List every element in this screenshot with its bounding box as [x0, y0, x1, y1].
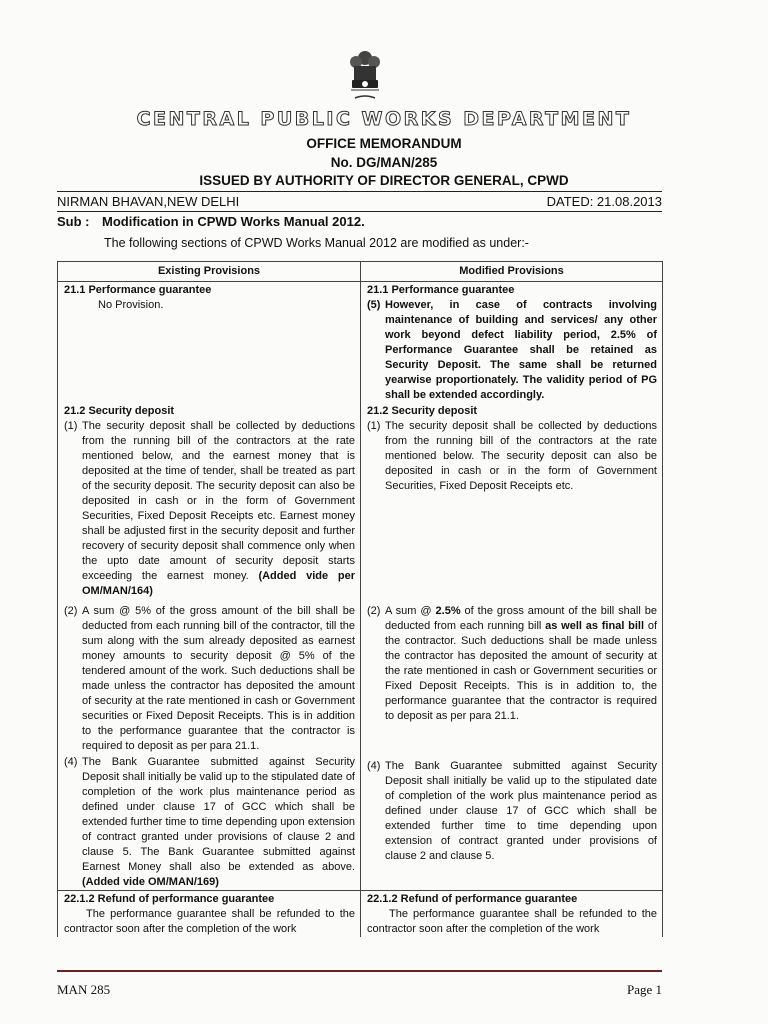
footer-document-code: MAN 285: [57, 982, 111, 997]
list-item: [64, 604, 355, 754]
memo-number: No. DG/MAN/285: [330, 155, 438, 170]
section-heading: 22.1.2 Refund of performance guarantee: [64, 893, 275, 905]
item-reference: (Added vide OM/MAN/169): [82, 876, 219, 888]
item-text: The security deposit shall be collected by deductions from the running bill of the contractors at the rate mentioned below. The security deposit can also be deposited in cash or in the form of Government Securities, Fixed Deposit Receipts etc.: [385, 420, 657, 492]
item-number: (2): [64, 605, 78, 617]
item-text: A sum @: [385, 605, 436, 617]
item-number: (5): [367, 299, 381, 311]
modified-cell: [361, 282, 663, 404]
modified-cell: [361, 599, 663, 754]
place-date-row: [57, 194, 662, 209]
existing-cell: [58, 754, 361, 891]
existing-cell: [58, 891, 361, 938]
issued-by: ISSUED BY AUTHORITY OF DIRECTOR GENERAL, CPWD: [199, 173, 569, 188]
section-heading: 21.1 Performance guarantee: [64, 284, 212, 296]
item-text: The security deposit shall be collected by deductions from the running bill of the contractors at the rate mentioned below, and the earnest money that is deposited at the time of tender, shall be treated as part of the security deposit. The security deposit can also be deposited in cash or in the form of Government Securities, Fixed Deposit Receipts etc. Earnest money shall be adjusted first in the security deposit and further recovery of security deposit shall commence only when the upto date amount of security deposit starts exceeding the earnest money.: [82, 420, 355, 582]
item-text: However, in case of contracts involving maintenance of building and services/ any other work beyond defect liability period, 2.5% of Performance Guarantee shall be retained as Security Deposit. The same shall be returned yearwise proportionately. The validity period of PG shall be extended accordingly.: [385, 299, 657, 401]
table-row: [58, 754, 663, 891]
list-item: [367, 759, 657, 864]
table-header-row: [58, 262, 663, 282]
table-row: [58, 282, 663, 404]
paragraph: The performance guarantee shall be refunded to the contractor soon after the completion of the work: [367, 908, 657, 935]
item-text: The Bank Guarantee submitted against Security Deposit shall initially be valid up to the stipulated date of completion of the work plus maintenance period as defined under clause 17 of GCC which shall be extended further time to time depending upon extension of contract granted under provisions of clause 2 and clause 5. The Bank Guarantee submitted against Earnest Money shall also be extended as above.: [82, 756, 355, 873]
intro-text: The following sections of CPWD Works Manual 2012 are modified as under:-: [104, 236, 529, 250]
existing-cell: [58, 403, 361, 599]
memo-date: DATED: 21.08.2013: [546, 194, 662, 209]
item-number: (2): [367, 605, 381, 617]
list-item: [64, 419, 355, 599]
footer-page-number: Page 1: [626, 982, 662, 997]
subject-row: [57, 214, 662, 229]
footer-rule: [57, 970, 662, 972]
item-text: of the gross amount of the bill shall be deducted from each running bill: [385, 605, 657, 632]
subject-label: Sub :: [57, 214, 90, 229]
no-provision-text: No Provision.: [98, 299, 164, 311]
item-number: (1): [64, 420, 78, 432]
modified-cell: [361, 754, 663, 891]
section-heading: 21.1 Performance guarantee: [367, 284, 515, 296]
modified-cell: [361, 403, 663, 599]
memo-title: OFFICE MEMORANDUM: [306, 136, 462, 151]
table-row: [58, 891, 663, 938]
item-text: The Bank Guarantee submitted against Security Deposit shall initially be valid up to the stipulated date of completion of the work plus maintenance period as defined under clause 17 of GCC which shall be extended further time to time depending upon extension of contract granted under provisions of clause 2 and clause 5.: [385, 760, 657, 862]
item-number: (1): [367, 420, 381, 432]
existing-cell: [58, 599, 361, 754]
table-row: [58, 599, 663, 754]
department-name: CENTRAL PUBLIC WORKS DEPARTMENT: [136, 108, 632, 130]
place-rule: [57, 211, 662, 212]
list-item: [64, 755, 355, 890]
col-existing-header: Existing Provisions: [58, 262, 361, 282]
subject-text: Modification in CPWD Works Manual 2012.: [102, 214, 365, 229]
section-heading: 21.2 Security deposit: [64, 405, 175, 417]
modified-cell: [361, 891, 663, 938]
existing-cell: [58, 282, 361, 404]
col-modified-header: Modified Provisions: [361, 262, 663, 282]
item-text: of the contractor. Such deductions shall be made unless the contractor has deposited the amount of security at the rate mentioned in cash or Government securities or Fixed Deposit Receipts. This is in addition to, the performance guarantee that the contractor is required to deposit as per para 21.1.: [385, 620, 658, 722]
list-item: [367, 419, 657, 494]
section-heading: 21.2 Security deposit: [367, 405, 478, 417]
paragraph: The performance guarantee shall be refunded to the contractor soon after the completion of the work: [64, 908, 355, 935]
item-number: (4): [367, 760, 381, 772]
header-rule: [57, 191, 662, 192]
item-number: (4): [64, 756, 78, 768]
list-item: [367, 604, 657, 724]
item-emphasis: 2.5%: [435, 605, 461, 617]
national-emblem-icon: [345, 48, 385, 106]
provisions-table: [57, 261, 663, 937]
section-heading: 22.1.2 Refund of performance guarantee: [367, 893, 578, 905]
place: NIRMAN BHAVAN,NEW DELHI: [57, 194, 240, 209]
list-item: [367, 298, 657, 403]
item-text: A sum @ 5% of the gross amount of the bill shall be deducted from each running bill of the contractor, till the sum along with the sum already deposited as earnest money amounts to security deposit @ 5% of the tendered amount of the work. Such deductions shall be made unless the contractor has deposited the amount of security at the rate mentioned in cash or Government securities or Fixed Deposit Receipts. This is in addition to the performance guarantee that the contractor is required to deposit as per para 21.1.: [82, 605, 355, 752]
table-row: [58, 403, 663, 599]
item-reference: (Added vide per OM/MAN/164): [82, 570, 355, 597]
item-emphasis: as well as final bill: [545, 620, 645, 632]
